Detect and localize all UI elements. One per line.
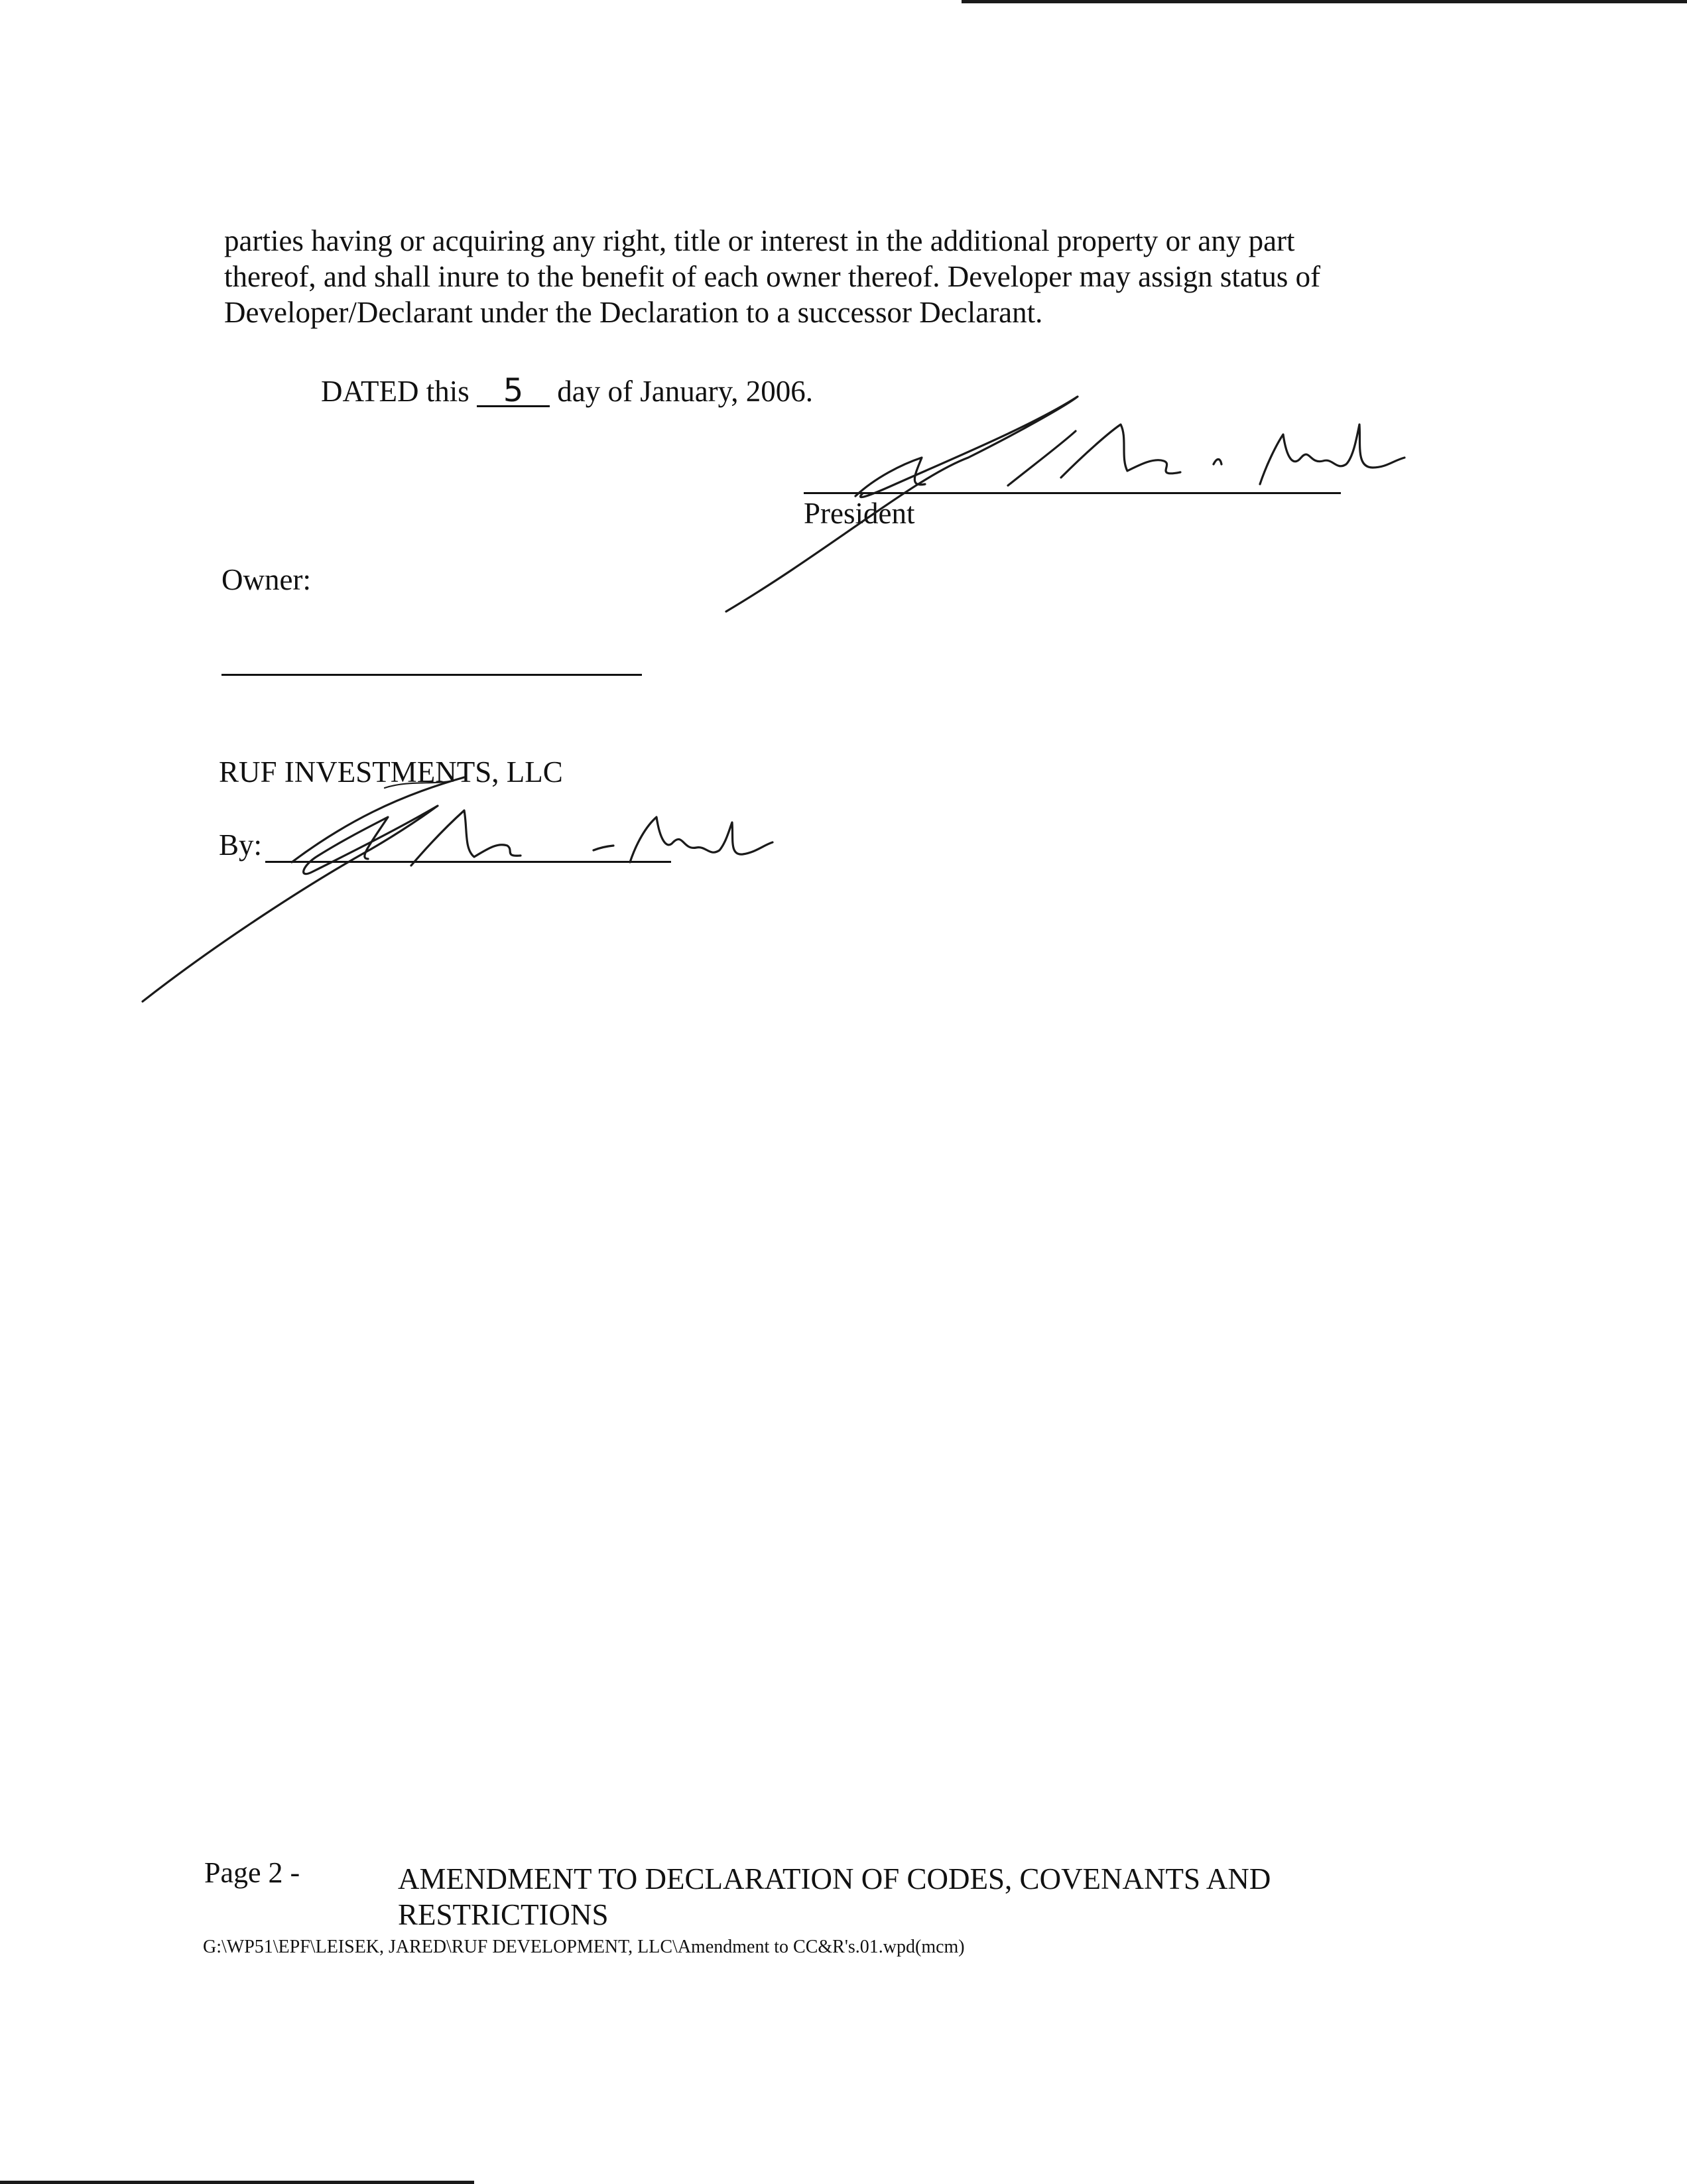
dated-prefix: DATED this xyxy=(321,375,469,408)
paragraph-line: thereof, and shall inure to the benefit of each owner thereof. Developer may assign status of xyxy=(224,260,1321,293)
president-signature-line xyxy=(804,492,1341,494)
dated-line xyxy=(321,374,813,409)
scan-edge-top xyxy=(962,0,1687,3)
paragraph-line: parties having or acquiring any right, title or interest in the additional property or any part xyxy=(224,224,1295,257)
dated-day: 5 xyxy=(477,376,550,407)
president-label: President xyxy=(804,497,915,530)
by-signature-stroke xyxy=(594,846,613,850)
owner-label: Owner: xyxy=(221,563,311,596)
body-paragraph xyxy=(224,223,1431,330)
footer-title xyxy=(398,1861,1271,1933)
owner-signature-line xyxy=(221,674,642,676)
president-signature-text xyxy=(1260,424,1405,484)
footer-title-line: AMENDMENT TO DECLARATION OF CODES, COVENANTS AND xyxy=(398,1862,1271,1895)
scan-edge-bottom xyxy=(0,2181,474,2184)
paragraph-line: Developer/Declarant under the Declaration to a successor Declarant. xyxy=(224,296,1043,329)
by-signature-stroke xyxy=(292,777,464,862)
president-signature-stroke xyxy=(1008,424,1180,485)
footer-file-path: G:\WP51\EPF\LEISEK, JARED\RUF DEVELOPMENT, LLC\Amendment to CC&R's.01.wpd(mcm) xyxy=(203,1937,965,1957)
footer-title-line: RESTRICTIONS xyxy=(398,1898,609,1931)
by-signature-stroke xyxy=(411,810,521,866)
by-signature-stroke xyxy=(143,806,438,1001)
president-signature-stroke xyxy=(1214,460,1221,465)
by-label: By: xyxy=(219,828,263,862)
by-signature-line xyxy=(265,861,671,863)
footer-page-label: Page 2 - xyxy=(204,1856,300,1889)
president-signature-stroke xyxy=(855,458,925,496)
company-name: RUF INVESTMENTS, LLC xyxy=(219,755,563,789)
dated-suffix: day of January, 2006. xyxy=(557,375,813,408)
by-signature-text xyxy=(630,817,773,862)
